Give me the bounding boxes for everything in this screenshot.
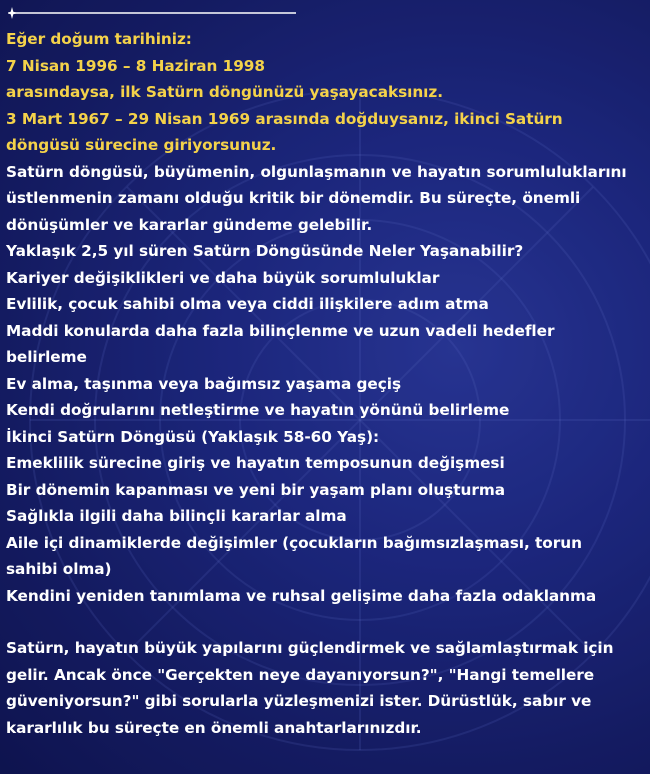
section-heading: İkinci Satürn Döngüsü (Yaklaşık 58-60 Yaş): xyxy=(6,427,380,446)
body-line: Emeklilik sürecine giriş ve hayatın temposunun değişmesi xyxy=(6,454,505,472)
intro-line: Eğer doğum tarihiniz: xyxy=(6,30,192,48)
intro-line: arasındaysa, ilk Satürn döngünüzü yaşayacaksınız. xyxy=(6,83,443,101)
section-heading: Yaklaşık 2,5 yıl süren Satürn Döngüsünde Neler Yaşanabilir? xyxy=(6,242,524,260)
body-line: sahibi olma) xyxy=(6,560,112,578)
body-line: Aile içi dinamiklerde değişimler (çocukların bağımsızlaşması, torun xyxy=(6,533,582,552)
body-line: üstlenmenin zamanı olduğu kritik bir dönemdir. Bu süreçte, önemli xyxy=(6,189,581,207)
body-line: dönüşümler ve kararlar gündeme gelebilir. xyxy=(6,215,373,234)
body-line: Kariyer değişiklikleri ve daha büyük sorumluluklar xyxy=(6,268,440,287)
intro-line: 3 Mart 1967 – 29 Nisan 1969 arasında doğduysanız, ikinci Satürn xyxy=(6,109,563,128)
intro-line: 7 Nisan 1996 – 8 Haziran 1998 xyxy=(6,56,265,75)
body-line: Evlilik, çocuk sahibi olma veya ciddi ilişkilere adım atma xyxy=(6,295,489,313)
body-line: Bir dönemin kapanması ve yeni bir yaşam planı oluşturma xyxy=(6,480,505,499)
article-text xyxy=(6,26,646,741)
body-line: Kendini yeniden tanımlama ve ruhsal gelişime daha fazla odaklanma xyxy=(6,586,597,605)
intro-line: döngüsü sürecine giriyorsunuz. xyxy=(6,136,277,154)
body-line: belirleme xyxy=(6,348,87,366)
body-line: Sağlıkla ilgili daha bilinçli kararlar alma xyxy=(6,507,347,525)
closing-line: Satürn, hayatın büyük yapılarını güçlendirmek ve sağlamlaştırmak için xyxy=(6,639,614,657)
body-line: Kendi doğrularını netleştirme ve hayatın yönünü belirleme xyxy=(6,401,510,419)
sparkle-divider-icon xyxy=(8,7,298,19)
body-line: Ev alma, taşınma veya bağımsız yaşama geçiş xyxy=(6,374,402,393)
closing-line: gelir. Ancak önce "Gerçekten neye dayanıyorsun?", "Hangi temellere xyxy=(6,665,595,684)
body-line: Maddi konularda daha fazla bilinçlenme ve uzun vadeli hedefler xyxy=(6,321,555,340)
body-line: Satürn döngüsü, büyümenin, olgunlaşmanın ve hayatın sorumluluklarını xyxy=(6,162,627,181)
closing-line: kararlılık bu süreçte en önemli anahtarlarınızdır. xyxy=(6,718,422,737)
spacer xyxy=(6,609,646,635)
closing-line: güveniyorsun?" gibi sorularla yüzleşmenizi ister. Dürüstlük, sabır ve xyxy=(6,692,592,710)
